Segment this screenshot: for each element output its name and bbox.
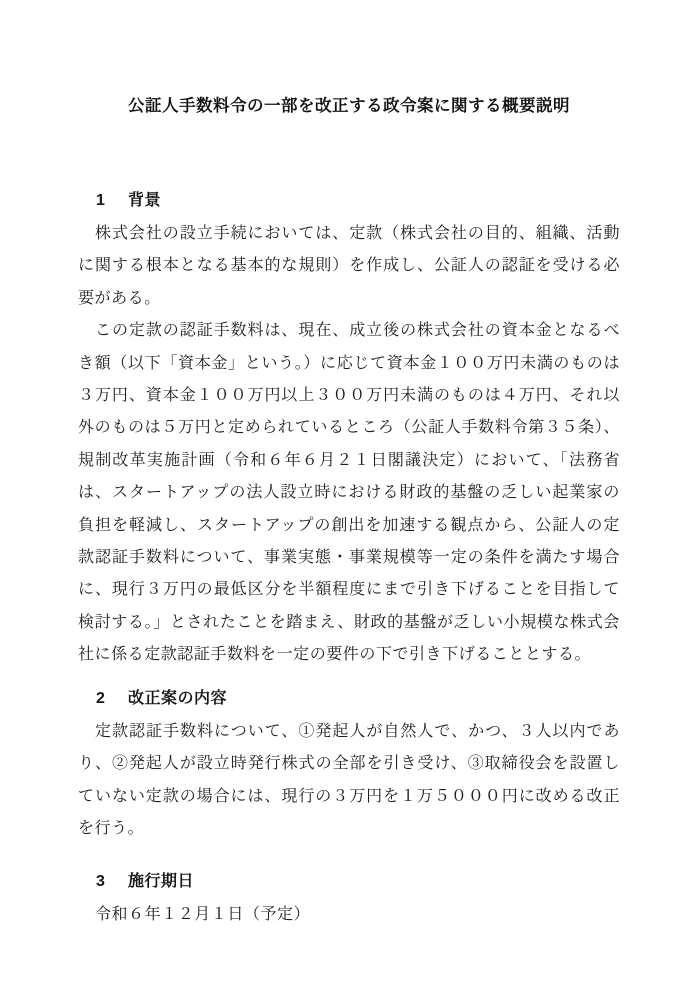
paragraph-background-2: この定款の認証手数料は、現在、成立後の株式会社の資本金となるべき額（以下「資本金」という。）に応じて資本金１００万円未満のものは３万円、資本金１００万円以上３００万円未満のものは４万円、それ以外のものは５万円と定められているところ（公証人手数料令第３５条）、規制改革実施計画（令和６年６月２１日閣議決定）において、「法務省は、スタートアップの法人設立時における財政的基盤の乏しい起業家の負担を軽減し、スタートアップの創出を加速する観点から、公証人の定款認証手数料について、事業実態・事業規模等一定の条件を満たす場合に、現行３万円の最低区分を半額程度にまで引き下げることを目指して検討する。」とされたことを踏まえ、財政的基盤が乏しい小規模な株式会社に係る定款認証手数料を一定の要件の下で引き下げることとする。 [78, 322, 620, 664]
section-heading-amendment-content [78, 688, 620, 710]
section-heading-effective-date [78, 871, 620, 893]
section-heading-label: 背景 [128, 192, 162, 209]
section-heading-background [78, 190, 620, 212]
paragraph-background-1: 株式会社の設立手続においては、定款（株式会社の目的、組織、活動に関する根本となる基本的な規則）を作成し、公証人の認証を受ける必要がある。 [78, 225, 620, 307]
paragraph-effective-date: 令和６年１２月１日（予定） [95, 906, 311, 924]
section-number: 2 [96, 689, 106, 707]
section-heading-label: 改正案の内容 [128, 689, 228, 707]
section-number: 1 [96, 192, 106, 209]
paragraph-amendment-content: 定款認証手数料について、①発起人が自然人で、かつ、３人以内であり、②発起人が設立時発行株式の全部を引き受け、③取締役会を設置していない定款の場合には、現行の３万円を１万５０００円に改める改正を行う。 [78, 722, 620, 837]
section-number: 3 [96, 873, 106, 891]
section-heading-label: 施行期日 [128, 873, 195, 891]
document-title: 公証人手数料令の一部を改正する政令案に関する概要説明 [128, 97, 570, 115]
